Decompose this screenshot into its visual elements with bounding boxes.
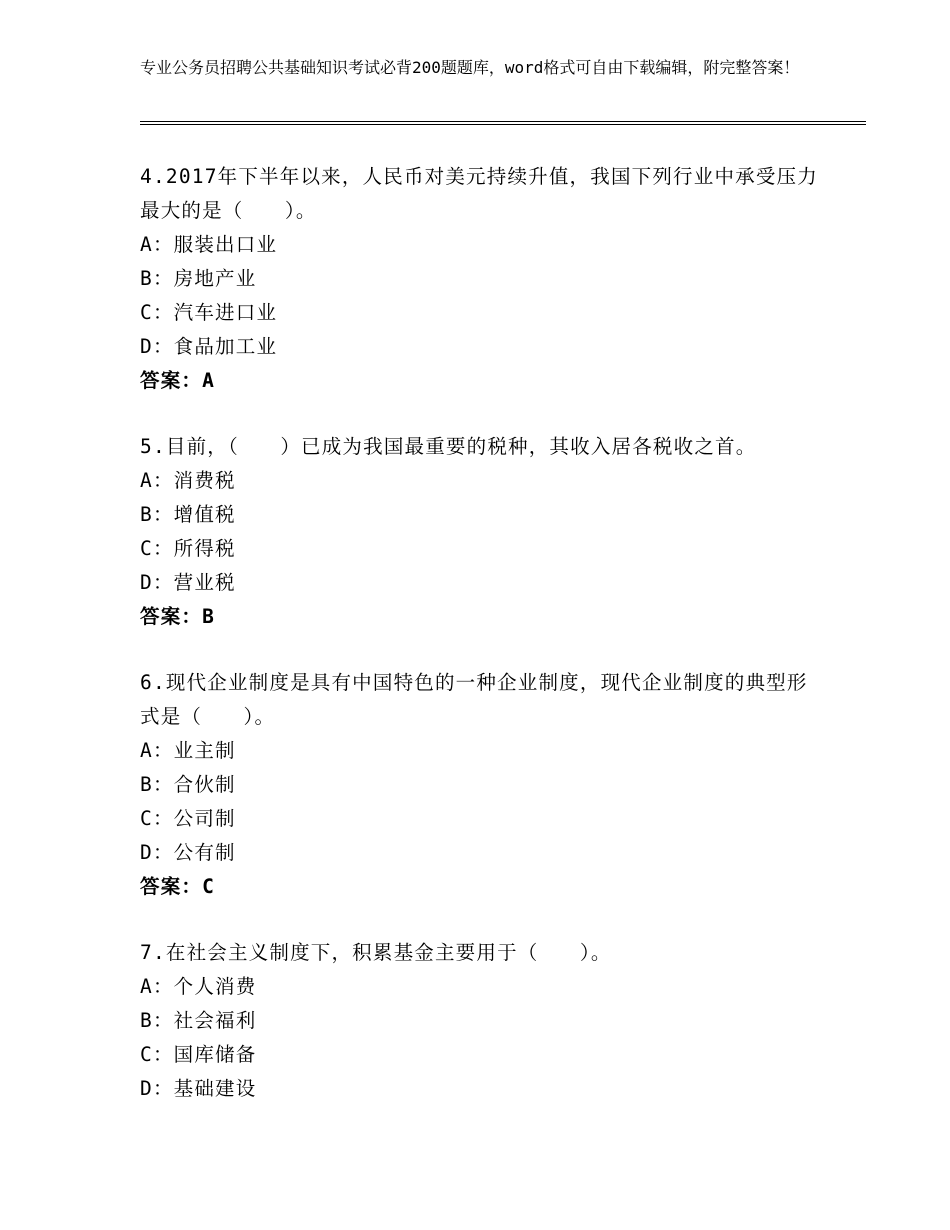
option-b: B：合伙制 (140, 773, 236, 796)
question-4 (140, 160, 820, 398)
option-a: A：业主制 (140, 739, 236, 762)
option-a: A：服装出口业 (140, 233, 278, 256)
option-b: B：房地产业 (140, 267, 257, 290)
question-6 (140, 666, 820, 904)
option-a: A：个人消费 (140, 975, 257, 998)
option-c: C：汽车进口业 (140, 301, 278, 324)
question-list (140, 160, 820, 1138)
answer-label: 答案：B (140, 605, 216, 628)
option-c: C：公司制 (140, 807, 236, 830)
option-d: D：公有制 (140, 841, 236, 864)
answer-label: 答案：A (140, 369, 216, 392)
option-b: B：增值税 (140, 503, 236, 526)
question-stem: 5.目前，（ ）已成为我国最重要的税种，其收入居各税收之首。 (140, 435, 757, 458)
question-5 (140, 430, 820, 634)
header-rule-top (140, 121, 866, 122)
option-a: A：消费税 (140, 469, 236, 492)
option-b: B：社会福利 (140, 1009, 257, 1032)
answer-label: 答案：C (140, 875, 216, 898)
option-c: C：所得税 (140, 537, 236, 560)
question-7 (140, 936, 820, 1106)
document-header: 专业公务员招聘公共基础知识考试必背200题题库，word格式可自由下载编辑，附完整答案！ (140, 58, 800, 77)
option-d: D：食品加工业 (140, 335, 278, 358)
header-rule-bottom (140, 124, 866, 125)
question-stem: 7.在社会主义制度下，积累基金主要用于（ ）。 (140, 941, 612, 964)
option-d: D：营业税 (140, 571, 236, 594)
option-c: C：国库储备 (140, 1043, 257, 1066)
option-d: D：基础建设 (140, 1077, 257, 1100)
question-stem: 4.2017年下半年以来，人民币对美元持续升值，我国下列行业中承受压力最大的是（ ）。 (140, 165, 818, 222)
question-stem: 6.现代企业制度是具有中国特色的一种企业制度，现代企业制度的典型形式是（ ）。 (140, 671, 808, 728)
